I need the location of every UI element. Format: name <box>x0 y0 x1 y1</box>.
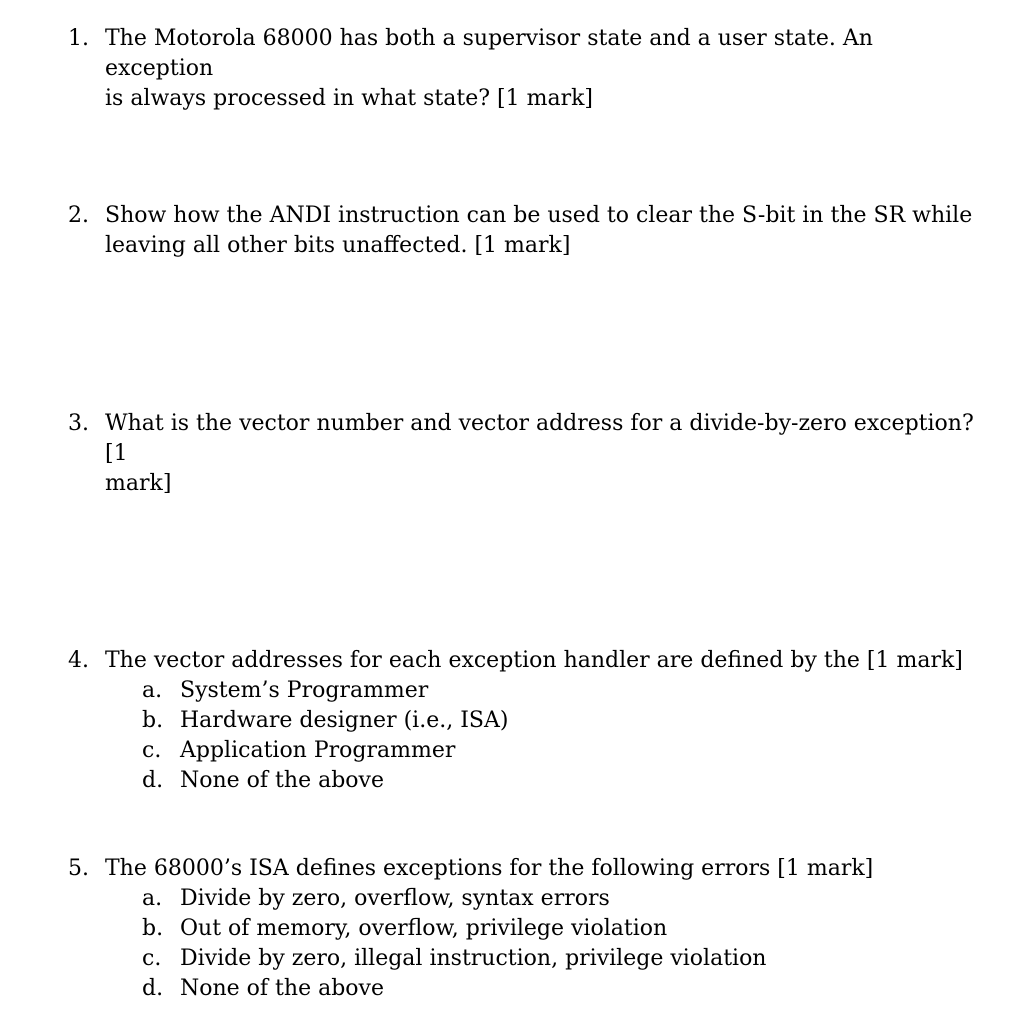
question-line: What is the vector number and vector address for a divide-by-zero exception? [1 <box>105 411 974 466</box>
question-text <box>105 409 985 499</box>
question-line: The Motorola 68000 has both a supervisor state and a user state. An exception <box>105 26 873 81</box>
option-letter: b. <box>142 916 164 941</box>
question-line: The 68000’s ISA defines exceptions for the following errors [1 mark] <box>105 856 874 881</box>
option-text: None of the above <box>180 768 384 793</box>
option-b <box>0 706 1024 736</box>
option-letter: a. <box>142 678 163 703</box>
option-text: Application Programmer <box>180 738 456 763</box>
option-text: None of the above <box>180 976 384 1001</box>
question-number: 2. <box>68 203 89 228</box>
option-c <box>0 736 1024 766</box>
question-number: 3. <box>68 411 89 436</box>
question-text <box>105 854 985 884</box>
option-d <box>0 766 1024 796</box>
option-text: Divide by zero, illegal instruction, privilege violation <box>180 946 767 971</box>
option-c <box>0 944 1024 974</box>
question-number: 1. <box>68 26 89 51</box>
question-text <box>105 646 985 676</box>
question-text <box>105 24 985 114</box>
question-line: is always processed in what state? [1 mark] <box>105 86 594 111</box>
question-line: The vector addresses for each exception handler are defined by the [1 mark] <box>105 648 963 673</box>
option-text: System’s Programmer <box>180 678 429 703</box>
question-number: 5. <box>68 856 89 881</box>
option-letter: c. <box>142 738 162 763</box>
option-letter: c. <box>142 946 162 971</box>
question-number: 4. <box>68 648 89 673</box>
option-b <box>0 914 1024 944</box>
option-letter: d. <box>142 976 164 1001</box>
option-letter: a. <box>142 886 163 911</box>
question-line: mark] <box>105 471 172 496</box>
question-text <box>105 201 985 261</box>
question-line: leaving all other bits unaffected. [1 mark] <box>105 233 571 258</box>
option-text: Hardware designer (i.e., ISA) <box>180 708 509 733</box>
option-letter: d. <box>142 768 164 793</box>
option-text: Divide by zero, overflow, syntax errors <box>180 886 610 911</box>
option-a <box>0 676 1024 706</box>
option-letter: b. <box>142 708 164 733</box>
option-text: Out of memory, overflow, privilege violation <box>180 916 668 941</box>
option-a <box>0 884 1024 914</box>
question-line: Show how the ANDI instruction can be used to clear the S-bit in the SR while <box>105 203 973 228</box>
option-d <box>0 974 1024 1004</box>
